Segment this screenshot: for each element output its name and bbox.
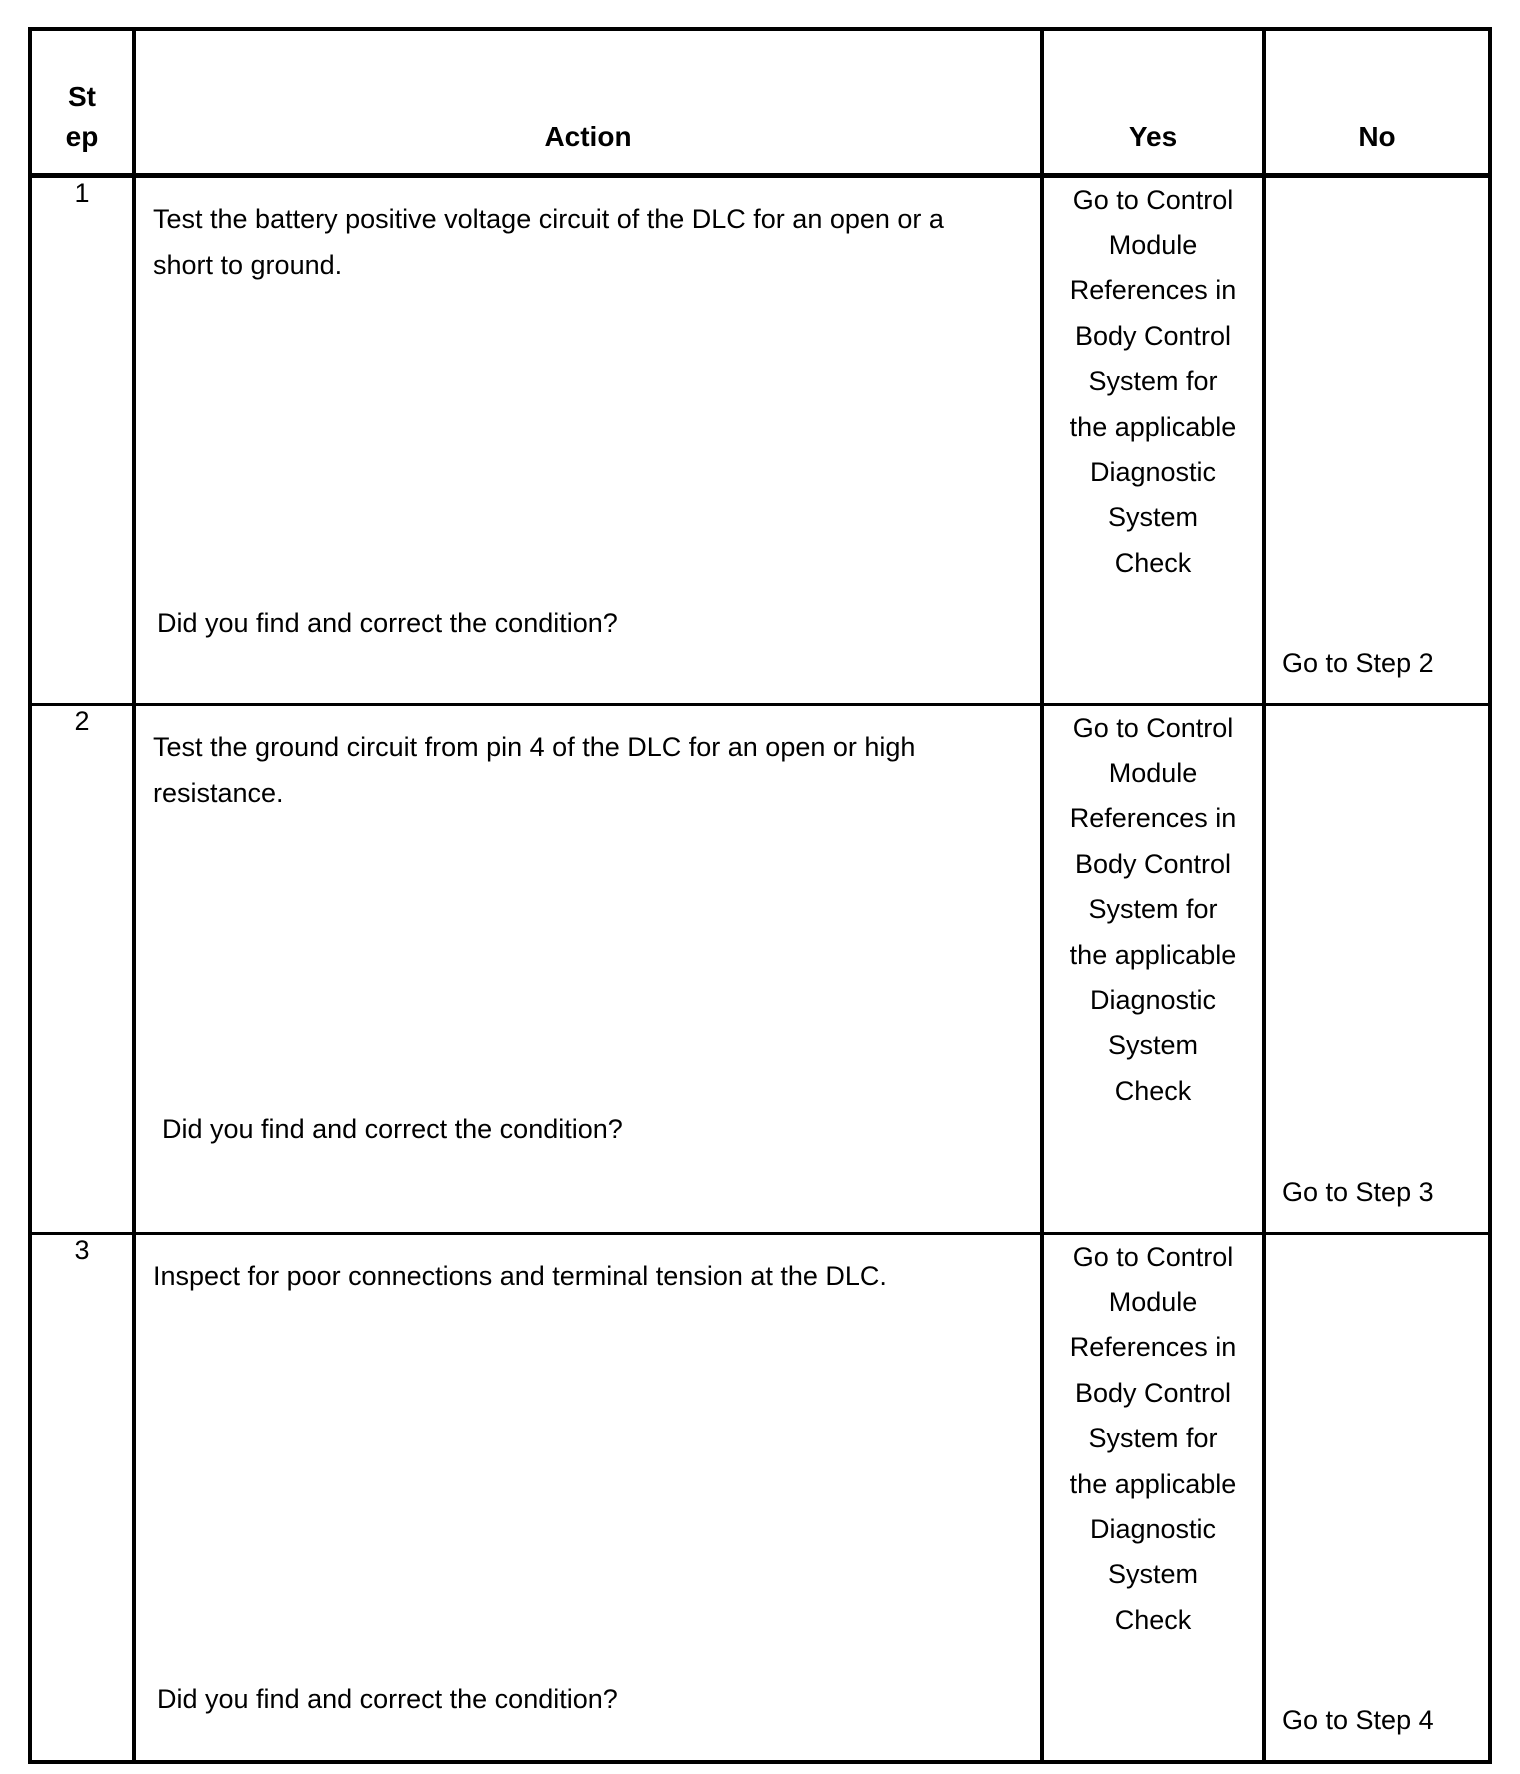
no-text: Go to Step 2 xyxy=(1282,647,1434,678)
header-no xyxy=(1264,29,1490,175)
header-action-label: Action xyxy=(544,120,632,152)
table-row xyxy=(30,1233,1490,1762)
no-text: Go to Step 3 xyxy=(1282,1176,1434,1207)
no-cell xyxy=(1264,1233,1490,1762)
yes-text: Go to Control Module References in Body Control System for the applicable Diagnostic System Check xyxy=(1069,184,1237,578)
diagnostic-steps-table xyxy=(28,27,1492,1764)
action-cell xyxy=(134,175,1042,704)
header-step xyxy=(30,29,134,175)
action-question: Did you find and correct the condition? xyxy=(157,1684,618,1714)
header-step-line1: St xyxy=(68,80,96,112)
header-yes-label: Yes xyxy=(1128,120,1178,152)
step-number: 2 xyxy=(30,704,134,1233)
action-cell xyxy=(134,1233,1042,1762)
header-yes xyxy=(1042,29,1264,175)
yes-text: Go to Control Module References in Body Control System for the applicable Diagnostic System Check xyxy=(1069,712,1237,1106)
table-row xyxy=(30,175,1490,704)
no-cell xyxy=(1264,175,1490,704)
header-action xyxy=(134,29,1042,175)
no-cell xyxy=(1264,704,1490,1233)
yes-cell xyxy=(1042,704,1264,1233)
action-question: Did you find and correct the condition? xyxy=(162,1113,623,1144)
step-number: 1 xyxy=(30,175,134,704)
action-text: Inspect for poor connections and terminal tension at the DLC. xyxy=(153,1260,887,1291)
table-header-row xyxy=(30,29,1490,175)
header-step-line2: ep xyxy=(65,120,99,152)
yes-text: Go to Control Module References in Body Control System for the applicable Diagnostic System Check xyxy=(1069,1241,1237,1635)
step-number: 3 xyxy=(30,1233,134,1762)
action-question: Did you find and correct the condition? xyxy=(157,607,618,638)
action-text: Test the ground circuit from pin 4 of the DLC for an open or high resistance. xyxy=(153,731,916,808)
diagnostic-table-page xyxy=(28,27,1490,1767)
action-text: Test the battery positive voltage circuit of the DLC for an open or a short to ground. xyxy=(153,203,944,280)
action-cell xyxy=(134,704,1042,1233)
header-no-label: No xyxy=(1358,120,1396,152)
yes-cell xyxy=(1042,175,1264,704)
no-text: Go to Step 4 xyxy=(1282,1705,1434,1735)
yes-cell xyxy=(1042,1233,1264,1762)
table-row xyxy=(30,704,1490,1233)
